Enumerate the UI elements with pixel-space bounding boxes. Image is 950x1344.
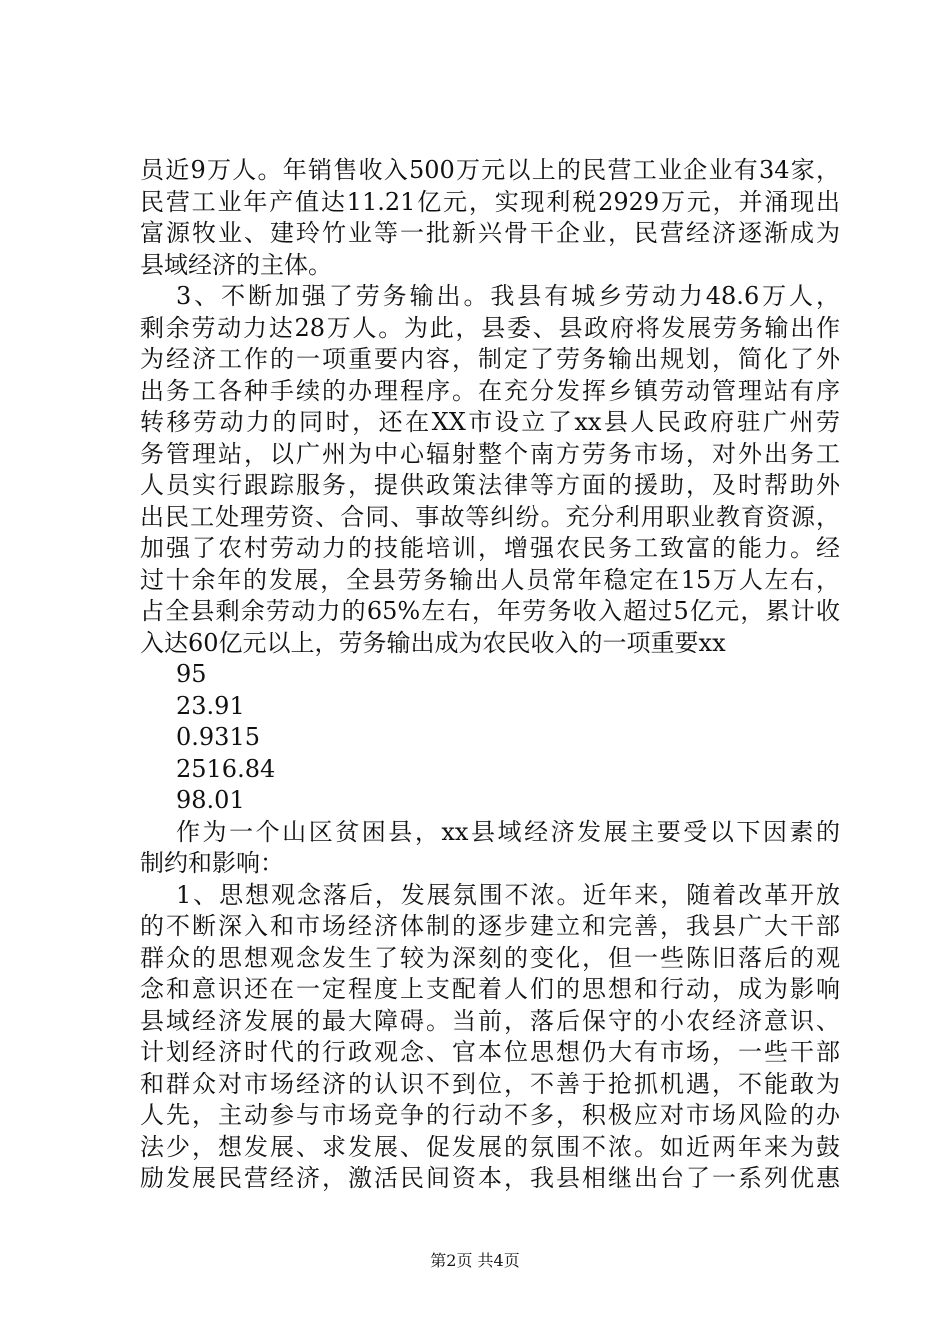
text-line: 计划经济时代的行政观念、官本位思想仍大有市场，一些干部 — [140, 1038, 840, 1066]
text-line: 出务工各种手续的办理程序。在充分发挥乡镇劳动管理站有序 — [140, 376, 840, 405]
text-line: 念和意识还在一定程度上支配着人们的思想和行动，成为影响 — [140, 975, 840, 1003]
text-line: 3、不断加强了劳务输出。我县有城乡劳动力48.6万人， — [176, 282, 840, 310]
text-line: 23.91 — [176, 691, 245, 720]
text-line: 98.01 — [176, 786, 245, 814]
text-line: 富源牧业、建玲竹业等一批新兴骨干企业，民营经济逐渐成为 — [140, 219, 840, 247]
text-line: 制约和影响： — [140, 849, 284, 877]
text-line: 务管理站，以广州为中心辐射整个南方劳务市场，对外出务工 — [140, 439, 840, 468]
text-line: 的不断深入和市场经济体制的逐步建立和完善，我县广大干部 — [140, 912, 840, 940]
text-line: 作为一个山区贫困县，xx县域经济发展主要受以下因素的 — [176, 817, 840, 846]
text-line: 县域经济的主体。 — [140, 250, 332, 279]
text-line: 入达60亿元以上，劳务输出成为农民收入的一项重要xx — [140, 628, 726, 657]
document-body — [140, 155, 840, 1195]
text-line: 转移劳动力的同时，还在XX市设立了xx县人民政府驻广州劳 — [140, 408, 840, 436]
text-line: 1、思想观念落后，发展氛围不浓。近年来，随着改革开放 — [176, 880, 840, 909]
text-line: 出民工处理劳资、合同、事故等纠纷。充分利用职业教育资源， — [140, 502, 840, 531]
text-line: 占全县剩余劳动力的65%左右，年劳务收入超过5亿元，累计收 — [140, 597, 840, 625]
text-line: 为经济工作的一项重要内容，制定了劳务输出规划，简化了外 — [140, 345, 840, 373]
text-line: 过十余年的发展，全县劳务输出人员常年稳定在15万人左右， — [140, 565, 840, 594]
text-line: 励发展民营经济，激活民间资本，我县相继出台了一系列优惠 — [140, 1164, 840, 1192]
text-line: 加强了农村劳动力的技能培训，增强农民务工致富的能力。经 — [140, 534, 840, 562]
text-line: 和群众对市场经济的认识不到位，不善于抢抓机遇，不能敢为 — [140, 1069, 840, 1098]
text-line: 人员实行跟踪服务，提供政策法律等方面的援助，及时帮助外 — [140, 471, 840, 499]
text-line: 剩余劳动力达28万人。为此，县委、县政府将发展劳务输出作 — [140, 313, 840, 342]
text-line: 县域经济发展的最大障碍。当前，落后保守的小农经济意识、 — [140, 1006, 840, 1035]
text-line: 员近9万人。年销售收入500万元以上的民营工业企业有34家， — [140, 156, 840, 184]
text-line: 群众的思想观念发生了较为深刻的变化，但一些陈旧落后的观 — [140, 943, 840, 972]
text-line: 民营工业年产值达11.21亿元，实现利税2929万元，并涌现出 — [140, 187, 840, 216]
text-line: 人先，主动参与市场竞争的行动不多，积极应对市场风险的办 — [140, 1101, 840, 1129]
text-line: 法少，想发展、求发展、促发展的氛围不浓。如近两年来为鼓 — [140, 1132, 840, 1161]
text-line: 2516.84 — [176, 754, 276, 783]
text-line: 95 — [176, 660, 207, 688]
page-footer: 第2页 共4页 — [430, 1251, 520, 1270]
text-line: 0.9315 — [176, 723, 260, 751]
